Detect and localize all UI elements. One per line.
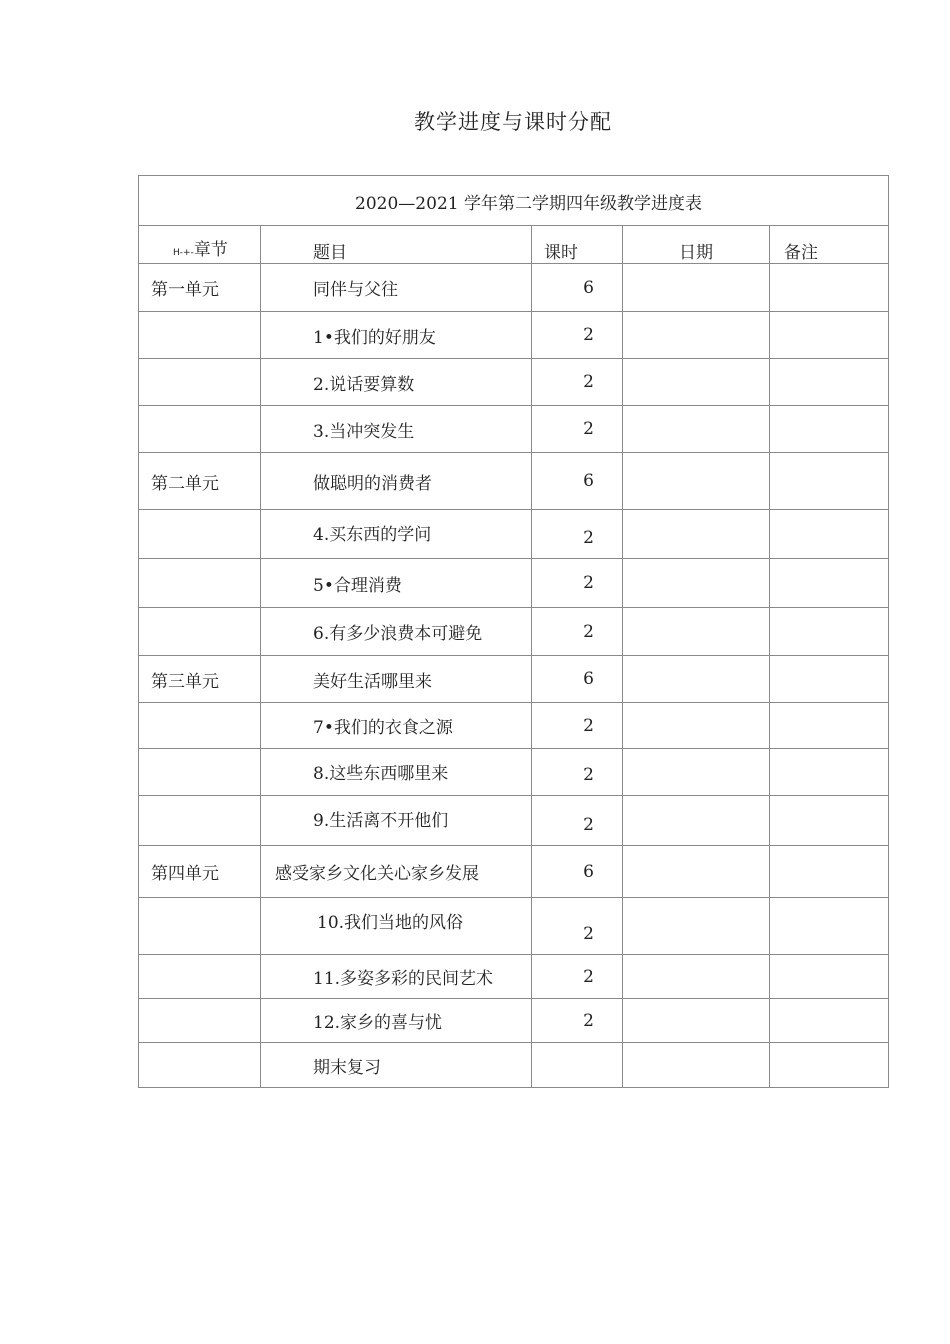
table-row xyxy=(139,703,889,749)
note-cell xyxy=(770,608,889,656)
topic-cell: 3.当冲突发生 xyxy=(261,406,532,453)
date-cell xyxy=(623,453,770,510)
topic-cell: 12.家乡的喜与忧 xyxy=(261,999,532,1043)
note-cell xyxy=(770,406,889,453)
date-cell xyxy=(623,1043,770,1088)
table-row xyxy=(139,559,889,608)
hours-cell: 2 xyxy=(532,898,623,955)
note-cell xyxy=(770,312,889,359)
date-cell xyxy=(623,846,770,898)
note-cell xyxy=(770,898,889,955)
date-cell xyxy=(623,999,770,1043)
hours-cell: 6 xyxy=(532,846,623,898)
date-cell xyxy=(623,955,770,999)
table-row xyxy=(139,749,889,796)
unit-cell xyxy=(139,898,261,955)
table-row xyxy=(139,898,889,955)
table-row xyxy=(139,1043,889,1088)
table-row xyxy=(139,312,889,359)
table-row xyxy=(139,796,889,846)
note-cell xyxy=(770,703,889,749)
topic-cell: 4.买东西的学问 xyxy=(261,510,532,559)
note-cell xyxy=(770,359,889,406)
unit-cell xyxy=(139,312,261,359)
note-cell xyxy=(770,453,889,510)
topic-cell: 2.说话要算数 xyxy=(261,359,532,406)
table-row xyxy=(139,359,889,406)
date-cell xyxy=(623,656,770,703)
table-row xyxy=(139,656,889,703)
date-cell xyxy=(623,796,770,846)
topic-cell: 5•合理消费 xyxy=(261,559,532,608)
hours-cell: 2 xyxy=(532,955,623,999)
topic-cell: 8.这些东西哪里来 xyxy=(261,749,532,796)
unit-cell xyxy=(139,796,261,846)
header-unit xyxy=(139,226,261,264)
header-topic: 题目 xyxy=(261,226,532,264)
unit-cell xyxy=(139,749,261,796)
table-row xyxy=(139,406,889,453)
note-cell xyxy=(770,796,889,846)
topic-cell: 6.有多少浪费本可避免 xyxy=(261,608,532,656)
unit-cell xyxy=(139,703,261,749)
unit-cell xyxy=(139,1043,261,1088)
table-row xyxy=(139,510,889,559)
topic-cell: 11.多姿多彩的民间艺术 xyxy=(261,955,532,999)
table-row xyxy=(139,608,889,656)
hours-cell: 6 xyxy=(532,453,623,510)
table-row xyxy=(139,453,889,510)
note-cell xyxy=(770,749,889,796)
date-cell xyxy=(623,359,770,406)
hours-cell: 2 xyxy=(532,796,623,846)
date-cell xyxy=(623,749,770,796)
unit-cell xyxy=(139,510,261,559)
unit-cell xyxy=(139,359,261,406)
note-cell xyxy=(770,999,889,1043)
date-cell xyxy=(623,703,770,749)
table-row xyxy=(139,264,889,312)
unit-cell: 第四单元 xyxy=(139,846,261,898)
table-banner-row xyxy=(139,176,889,226)
topic-cell: 做聪明的消费者 xyxy=(261,453,532,510)
topic-cell: 1•我们的好朋友 xyxy=(261,312,532,359)
unit-cell xyxy=(139,955,261,999)
unit-cell: 第一单元 xyxy=(139,264,261,312)
hours-cell: 2 xyxy=(532,359,623,406)
hours-cell: 2 xyxy=(532,608,623,656)
hours-cell: 2 xyxy=(532,749,623,796)
note-cell xyxy=(770,559,889,608)
hours-cell: 2 xyxy=(532,999,623,1043)
unit-cell xyxy=(139,999,261,1043)
header-hours: 课时 xyxy=(532,226,623,264)
hours-cell: 2 xyxy=(532,510,623,559)
date-cell xyxy=(623,559,770,608)
table-banner: 2020—2021 学年第二学期四年级教学进度表 xyxy=(139,176,889,226)
header-unit-label: 章节 xyxy=(193,240,228,260)
page-title: 教学进度与课时分配 xyxy=(414,110,612,134)
note-cell xyxy=(770,1043,889,1088)
hours-cell: 2 xyxy=(532,312,623,359)
date-cell xyxy=(623,264,770,312)
table-row xyxy=(139,955,889,999)
header-date: 日期 xyxy=(623,226,770,264)
topic-cell: 美好生活哪里来 xyxy=(261,656,532,703)
topic-cell: 感受家乡文化关心家乡发展 xyxy=(261,846,532,898)
date-cell xyxy=(623,608,770,656)
topic-cell: 7•我们的衣食之源 xyxy=(261,703,532,749)
note-cell xyxy=(770,264,889,312)
unit-cell: 第三单元 xyxy=(139,656,261,703)
note-cell xyxy=(770,510,889,559)
unit-cell xyxy=(139,559,261,608)
header-row xyxy=(139,226,889,264)
header-note: 备注 xyxy=(770,226,889,264)
hours-cell: 2 xyxy=(532,559,623,608)
topic-cell: 期末复习 xyxy=(261,1043,532,1088)
table-row xyxy=(139,846,889,898)
unit-cell xyxy=(139,608,261,656)
note-cell xyxy=(770,955,889,999)
hours-cell: 6 xyxy=(532,264,623,312)
table-row xyxy=(139,999,889,1043)
header-unit-mark: H-+- xyxy=(173,248,194,258)
unit-cell: 第二单元 xyxy=(139,453,261,510)
date-cell xyxy=(623,312,770,359)
topic-cell: 10.我们当地的风俗 xyxy=(261,898,532,955)
hours-cell xyxy=(532,1043,623,1088)
date-cell xyxy=(623,898,770,955)
date-cell xyxy=(623,406,770,453)
topic-cell: 同伴与父往 xyxy=(261,264,532,312)
date-cell xyxy=(623,510,770,559)
note-cell xyxy=(770,656,889,703)
unit-cell xyxy=(139,406,261,453)
hours-cell: 6 xyxy=(532,656,623,703)
hours-cell: 2 xyxy=(532,406,623,453)
schedule-table xyxy=(138,175,889,1088)
topic-cell: 9.生活离不开他们 xyxy=(261,796,532,846)
note-cell xyxy=(770,846,889,898)
hours-cell: 2 xyxy=(532,703,623,749)
